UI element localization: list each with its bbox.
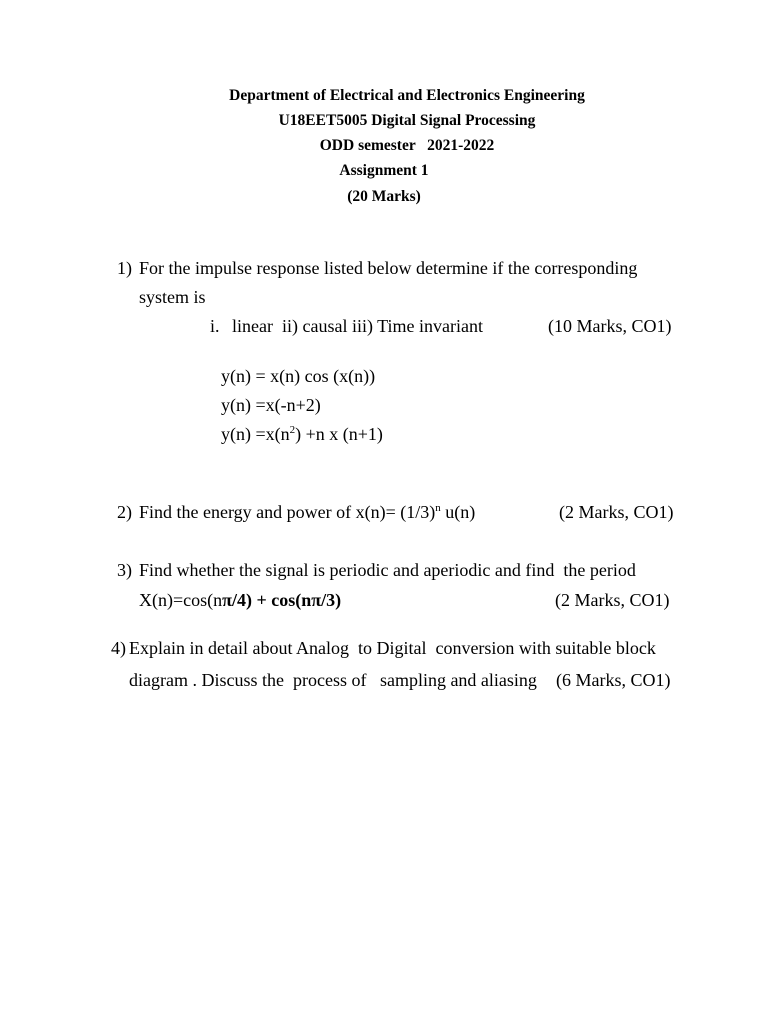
course-title: U18EET5005 Digital Signal Processing [278,112,536,129]
question-text-part: Find the energy and power of x(n)= (1/3) [139,502,436,522]
question-number: 3) [117,560,132,580]
question-marks: (6 Marks, CO1) [556,670,671,690]
question-text-line: system is [139,287,206,307]
semester-line: ODD semester 2021-2022 [319,137,495,154]
question-text-part: u(n) [440,502,476,522]
assignment-title: Assignment 1 [339,162,429,179]
exponent-superscript: n [435,502,441,514]
question-marks: (2 Marks, CO1) [559,502,674,522]
total-marks: (20 Marks) [347,188,421,205]
signal-expression-part: X(n)=cos(n [139,590,223,610]
equation-3-part: y(n) =x(n [221,424,290,444]
question-marks: (2 Marks, CO1) [555,590,670,610]
question-marks: (10 Marks, CO1) [548,316,672,336]
equation-3-part: ) +n x (n+1) [295,424,383,444]
question-number: 2) [117,502,132,522]
question-text-line: For the impulse response listed below determine if the corresponding [139,258,638,278]
equation-1: y(n) = x(n) cos (x(n)) [221,366,376,386]
question-text-line: Find whether the signal is periodic and aperiodic and find the period [139,560,636,580]
question-text-line: diagram . Discuss the process of sampling and aliasing [129,670,537,690]
department-title: Department of Electrical and Electronics Engineering [229,87,585,104]
question-text-line [139,501,475,526]
signal-expression [139,589,341,611]
question-number: 1) [117,258,132,278]
sub-item-label: i. [210,316,220,336]
question-number: 4) [111,638,126,658]
equation-3 [221,423,383,448]
sub-item-text: linear ii) causal iii) Time invariant [232,316,483,336]
signal-expression-bold-part: π/4) + cos(nπ/3) [222,590,342,610]
equation-3-superscript: 2 [289,424,296,436]
question-text-line: Explain in detail about Analog to Digital conversion with suitable block [129,638,656,658]
equation-2: y(n) =x(-n+2) [221,395,321,415]
